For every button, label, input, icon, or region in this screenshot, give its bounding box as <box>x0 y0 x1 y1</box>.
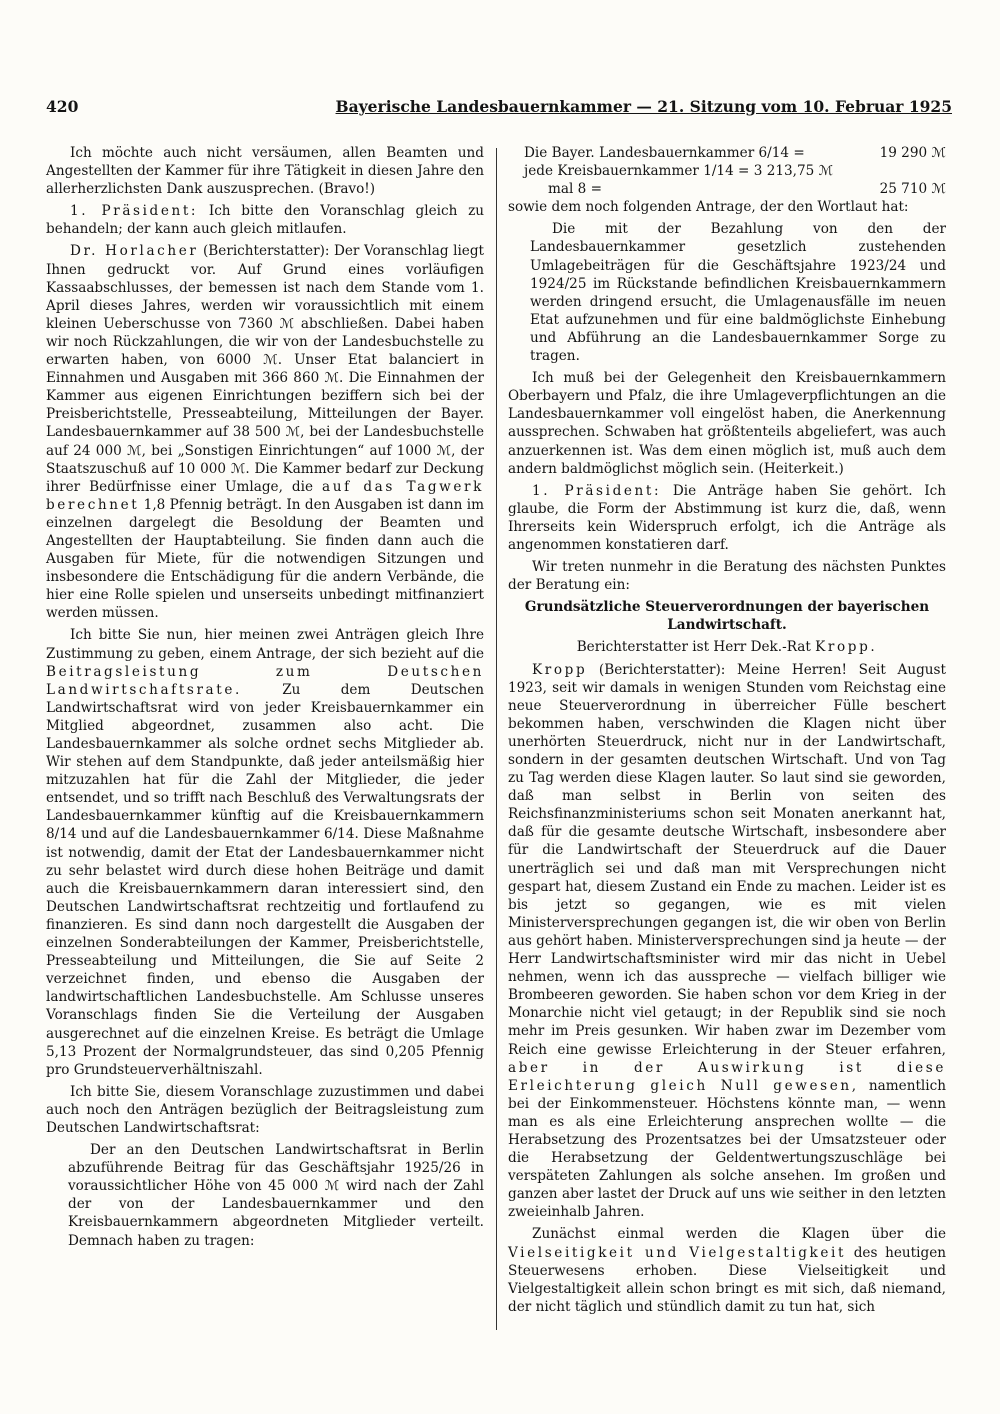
kropp-spaced: aber in der Auswirkung ist diese Erleichterung gleich Null gewesen, <box>508 1059 946 1094</box>
speaker-president: 1. Präsident: <box>70 203 199 220</box>
antraege-text-a: Ich bitte Sie nun, hier meinen zwei Anträgen gleich Ihre Zustimmung zu geben, einem Antrage, der sich bezieht auf die <box>46 627 484 662</box>
kropp-text-b: namentlich bei der Einkommensteuer. Höchstens könnte man, — wenn man es als eine Erleichterung ansprechen wollte — die Herabsetzung des Prozentsatzes bei der Umsatzsteuer oder die Herabsetzung der Geldentwertungszuschläge bei verspäteten Zahlungen als solche ansehen. Im großen und ganzen aber lastet der Druck auf uns wie seither in den letzten zweieinhalb Jahren. <box>508 1077 946 1221</box>
right-column <box>508 144 946 1320</box>
speaker-horlacher: Dr. Horlacher <box>70 243 199 260</box>
paragraph-president-2 <box>508 482 946 554</box>
president-text: Ich bitte den Voranschlag gleich zu behandeln; der kann auch gleich mitlaufen. <box>46 203 484 238</box>
paragraph-beitrag-antrag: Der an den Deutschen Landwirtschaftsrat in Berlin abzuführende Beitrag für das Geschäftsjahr 1925/26 in voraussichtlicher Höhe von 45 000 ℳ wird nach der Zahl der von der Landesbauernkammer und den Kreisbauernkammern abgeordneten Mitglieder verteilt. Demnach haben zu tragen: <box>68 1142 484 1249</box>
speaker-kropp: Kropp <box>532 661 588 678</box>
paragraph-kropp <box>508 661 946 1222</box>
paragraph-umlage-antrag: Die mit der Bezahlung von den der Landesbauernkammer gesetzlich zustehenden Umlagebeiträgen für die Geschäftsjahre 1923/24 und 1924/25 im Rückstande befindlichen Kreisbauernkammern werden dringend ersucht, die Umlagenausfälle im neuen Etat aufzunehmen und für eine baldmöglichste Einhebung und Abführung an die Landesbauernkammer Sorge zu tragen. <box>530 221 946 365</box>
horlacher-text-b: 1,8 Pfennig beträgt. In den Ausgaben ist dann im einzelnen dargelegt die Besoldung der Beamten und Angestellten der Hauptabteilung. Sie finden dann auch die Ausgaben für Miete, für die notwendigen Sitzungen und insbesondere die Entschädigung für die andern Verbände, die hier eine Rolle spielen und unserseits unbedingt mitfinanziert werden müssen. <box>46 496 484 622</box>
calc-row-mal-acht: mal 8 = 25 710 ℳ <box>548 181 946 198</box>
section-title: Grundsätzliche Steuerverordnungen der bayerischen Landwirtschaft. <box>524 599 930 634</box>
paragraph-anerkennung: Ich muß bei der Gelegenheit den Kreisbauernkammern Oberbayern und Pfalz, die ihre Umlageverpflichtungen an die Landesbauernkammer voll eingelöst haben, die Anerkennung aussprechen. Schwaben hat größtenteils abgeliefert, was auch anzuerkennen ist. Was dem einen möglich ist, muß auch dem andern baldmöglichst möglich sein. (Heiterkeit.) <box>508 370 946 477</box>
horlacher-spaced: auf das Tagwerk berechnet <box>46 478 484 513</box>
paragraph-antraege <box>46 626 484 1078</box>
berichterstatter-name: Kropp. <box>815 639 878 656</box>
kropp-text-a: (Berichterstatter): Meine Herren! Seit August 1923, seit wir damals in wenigen Stunden vom Reichstag eine neue Steuerverordnung in überreicher Fülle beschert bekommen haben, verschwinden die Klagen nicht über unerhörten Steuerdruck, nicht nur in der Landwirtschaft, sondern in der gesamten deutschen Wirtschaft. Und von Tag zu Tag werden diese Klagen lauter. So laut sind sie geworden, daß man selbst in Berlin von seiten des Reichsfinanzministeriums schon seit Monaten anerkannt hat, daß für die gesamte deutsche Wirtschaft, insbesondere aber für die Landwirtschaft der Steuerdruck auf die Dauer unerträglich sei und daß man mit Versprechungen nicht gespart hat, diesem Zustand ein Ende zu machen. Leider ist es bis jetzt so gegangen, wie es mit vielen Ministerversprechungen gegangen ist, die wir oben von Berlin aus gehört haben. Ministerversprechungen sind ja heute — der Herr Landwirtschaftsminister wird mir das nicht in Uebel nehmen, wenn ich das ausspreche — vielfach billiger wie Brombeeren geworden. Sie haben schon vor dem Krieg in der Monarchie nicht viel getaugt; in der Republik sind sie noch mehr im Preis gesunken. Wir haben zwar im Dezember vom Reich eine gewisse Erleichterung in der Steuer erfahren, <box>508 661 946 1058</box>
paragraph-vielseitigkeit <box>508 1225 946 1315</box>
page-number: 420 <box>46 97 79 116</box>
paragraph-horlacher <box>46 242 484 622</box>
running-title: Bayerische Landesbauernkammer — 21. Sitzung vom 10. Februar 1925 <box>335 97 952 116</box>
paragraph-wortlaut: sowie dem noch folgenden Antrage, der den Wortlaut hat: <box>508 199 909 216</box>
calc-row-kreisbauernkammer: jede Kreisbauernkammer 1/14 = 3 213,75 ℳ <box>524 163 834 180</box>
antraege-spaced: Beitragsleistung zum Deutschen Landwirtschaftsrate. <box>46 663 484 698</box>
paragraph-president-1 <box>46 202 484 238</box>
speaker-president-2: 1. Präsident: <box>532 482 662 499</box>
paragraph-zustimmung: Ich bitte Sie, diesem Voranschlage zuzustimmen und dabei auch noch den Anträgen bezüglich der Beitragsleistung zum Deutschen Landwirtschaftsrat: <box>46 1083 484 1136</box>
paragraph-next-point: Wir treten nunmehr in die Beratung des nächsten Punktes der Beratung ein: <box>508 559 946 594</box>
column-divider <box>496 148 497 1330</box>
left-column <box>46 144 484 1254</box>
last-spaced: Vielseitigkeit und Vielgestaltigkeit <box>508 1244 847 1261</box>
last-text-a: Zunächst einmal werden die Klagen über die <box>532 1226 946 1243</box>
president-2-text: Die Anträge haben Sie gehört. Ich glaube, die Form der Abstimmung ist kurz die, daß, wenn Ihrerseits kein Widerspruch erfolgt, ich die Anträge als angenommen konstatieren darf. <box>508 482 946 553</box>
berichterstatter-line: Berichterstatter ist Herr Dek.-Rat Kropp. <box>576 639 878 656</box>
last-text-b: des heutigen Steuerwesens erhoben. Diese Vielseitigkeit und Vielgestaltigkeit allein schon bringt es mit sich, daß niemand, der nicht täglich und stündlich damit zu tun hat, sich <box>508 1244 946 1315</box>
paragraph-thanks: Ich möchte auch nicht versäumen, allen Beamten und Angestellten der Kammer für ihre Tätigkeit in diesen Jahre den allerherzlichsten Dank auszusprechen. (Bravo!) <box>46 145 484 198</box>
calc-row-landesbauernkammer: Die Bayer. Landesbauernkammer 6/14 = 19 290 ℳ <box>524 145 946 161</box>
antraege-text-b: Zu dem Deutschen Landwirtschaftsrat wird von jeder Kreisbauernkammer ein Mitglied abgeordnet, zusammen also acht. Die Landesbauernkammer als solche ordnet sechs Mitglieder ab. Wir stehen auf dem Standpunkte, daß jeder anteilsmäßig hier mitzuzahlen hat für die Zahl der Mitglieder, die jeder entsendet, und so trifft nach Beschluß des Verwaltungsrats der Landesbauernkammer künftig auf die Kreisbauernkammern 8/14 und auf die Landesbauernkammer 6/14. Diese Maßnahme ist notwendig, damit der Etat der Landesbauernkammer nicht zu sehr belastet wird durch diese hohen Beiträge und damit auch die Kreisbauernkammern daran interessiert sind, den Deutschen Landwirtschaftsrat rechtzeitig und fortlaufend zu finanzieren. Es sind dann noch dargestellt die Ausgaben der einzelnen Sonderabteilungen der Kammer, Preisberichtstelle, Presseabteilung und Mitteilungen, die Sie auf Seite 2 verzeichnet finden, und ebenso die Ausgaben der landwirtschaftlichen Landesbuchstelle. Am Schlusse unseres Voranschlags finden Sie die Verteilung der Ausgaben ausgerechnet auf die einzelnen Kreise. Es beträgt die Umlage 5,13 Prozent der Normalgrundsteuer, das sind 0,205 Pfennig pro Grundsteuerverhältniszahl. <box>46 681 484 1078</box>
horlacher-text-a: (Berichterstatter): Der Voranschlag liegt Ihnen gedruckt vor. Auf Grund eines vorläufigen Kassaabschlusses, der bemessen ist nach dem Stande vom 1. April dieses Jahres, werden wir voraussichtlich mit einem kleinen Ueberschusse von 7360 ℳ abschließen. Dabei haben wir noch Rückzahlungen, die wir von der Landesbuchstelle zu erwarten haben, von 6000 ℳ. Unser Etat balanciert in Einnahmen und Ausgaben mit 366 860 ℳ. Die Einnahmen der Kammer aus eigenen Einrichtungen beziffern sich bei der Preisberichtstelle, Presseabteilung, Mitteilungen der Bayer. Landesbauernkammer auf 38 500 ℳ, bei der Landesbuchstelle auf 24 000 ℳ, bei „Sonstigen Einrichtungen“ auf 1000 ℳ, der Staatszuschuß auf 10 000 ℳ. Die Kammer bedarf zur Deckung ihrer Bedürfnisse einer Umlage, die <box>46 243 484 495</box>
page-header <box>46 96 952 120</box>
